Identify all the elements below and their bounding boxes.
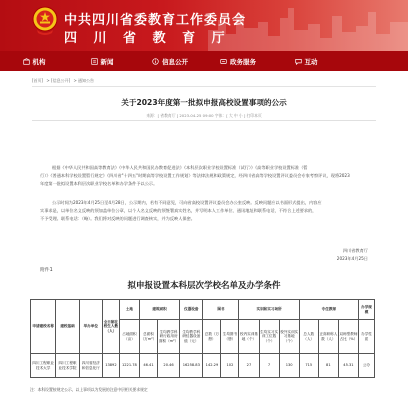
site-subtitle: 四 川 省 教 育 厅 (64, 31, 231, 46)
group-header-equipment: 仪器设备 (180, 300, 203, 320)
col-header-land-total: 占地面积（亩） (119, 320, 139, 354)
signature-date: 2023年4月25日 (336, 256, 368, 261)
nav-item-news[interactable] (68, 51, 136, 71)
cell-build-total: 46.41 (139, 354, 157, 378)
divider (32, 120, 376, 121)
breadcrumb-current: > 通知公告 (73, 78, 95, 83)
paragraph-line: 公示时间为2023年4月25日至4月28日，公示期内，若有不同意见，可向省高校设置评议委员会办公室反映。反映问题应以书面形式提出，内容应 (52, 200, 322, 205)
paragraph-line: 年度第一批拟设置本科层次职业学校名单和办学条件予以公示。 (40, 181, 158, 186)
group-header-land: 土地 (119, 300, 139, 320)
col-header-type: 办学性质 (359, 320, 375, 354)
col-header-host: 举办单位 (79, 300, 102, 354)
cell-train-per: 7 (259, 354, 279, 378)
group-header-students: 办学规模 (359, 300, 375, 320)
nav-item-info[interactable] (136, 51, 204, 71)
nav-item-interact[interactable] (272, 51, 340, 71)
nav-label: 新闻 (100, 57, 114, 66)
divider (32, 86, 376, 87)
breadcrumb-info[interactable]: > [信息公开] (46, 78, 71, 83)
col-header-equip-per: 生均教学科研仪器设备值（元） (180, 320, 203, 354)
group-header-training: 实训和实习场所 (239, 300, 299, 320)
group-header-books: 图书 (203, 300, 239, 320)
cell-name: 四川工程职业技术大学 (31, 354, 56, 378)
article-title: 关于2023年度第一批拟申报高校设置事项的公示 (121, 98, 287, 107)
table-title: 拟申报设置本科层次学校名单及办学条件 (127, 281, 281, 291)
nav-label: 信息公开 (162, 57, 188, 66)
cell-teacher-ratio: 45.31 (338, 354, 358, 378)
col-header-teacher-total: 总人数（人） (299, 320, 318, 354)
nav-item-service[interactable] (204, 51, 272, 71)
nav-label: 政务服务 (230, 57, 256, 66)
main-nav (0, 51, 408, 71)
table-note: 注：本科设置按规定公示，以上事项以为发展的注意中层相关要求规定 (30, 387, 148, 392)
article-meta: 来源：[ 省教育厅 ] 2023-04-25 09:00 字体：[ 大 中 小 ] 打印本页 (146, 113, 262, 118)
cell-basis: 四川工程职业技术学院 (56, 354, 79, 378)
school-table (30, 299, 375, 378)
paragraph-line: 根据《中华人民共和国高等教育法》《中华人民共和国民办教育促进法》《本科层次职业学校设置标准（试行）》《高等职业学校设置标准（暂 (52, 165, 308, 170)
col-header-build-per: 生均教学科研行政用房面积（m²） (157, 320, 179, 354)
paragraph-line: 不予受理。联系电话：（略）。我们将对反映的问题进行调查核实，并为反映人保密。 (40, 216, 195, 221)
paragraph-line: 行）》《普通本科学校设置暂行规定》《四川省"十四五"时期高等学校设置工作规划》等法律法规和政策规定，经四川省高等学校设置评议委员会专家考察评议，现将2023 (40, 173, 350, 178)
building-icon (23, 58, 30, 65)
group-header-teachers: 专任教师 (299, 300, 358, 320)
nav-label: 机构 (32, 57, 46, 66)
breadcrumb-home[interactable]: [首页] (32, 78, 44, 83)
cell-build-per: 20.46 (157, 354, 179, 378)
chat-icon (295, 58, 302, 65)
news-icon (91, 58, 98, 65)
service-icon (220, 58, 227, 65)
col-header-train-base: 校内实训基地（个） (239, 320, 259, 354)
cell-type: 公办 (359, 354, 375, 378)
col-header-build-total: 总面积（万m²） (139, 320, 157, 354)
cell-train-out: 130 (279, 354, 299, 378)
col-header-train-out: 校外实训实习基地（个） (279, 320, 299, 354)
nav-item-institution[interactable] (0, 51, 68, 71)
col-header-teacher-senior: 正高职称人数（人） (318, 320, 338, 354)
cell-land-total: 1221.78 (119, 354, 139, 378)
breadcrumb (32, 78, 96, 84)
col-header-enroll: 全日制在校生人数（人） (102, 300, 119, 354)
col-header-books-per: 生均图书（册） (221, 320, 239, 354)
col-header-books-total: 总数（万册） (203, 320, 221, 354)
attachment-label: 附件1 (40, 268, 53, 273)
cell-train-base: 27 (239, 354, 259, 378)
col-header-basis: 建校基础 (56, 300, 79, 354)
cell-host: 四川省经济和信息化厅 (79, 354, 102, 378)
cell-teacher-senior: 81 (318, 354, 338, 378)
cell-equip-per: 16258.83 (180, 354, 203, 378)
article-paragraph-2 (40, 199, 368, 223)
site-header (0, 0, 408, 51)
cell-teacher-total: 715 (299, 354, 318, 378)
site-title: 中共四川省委教育工作委员会 (64, 13, 247, 28)
group-header-building: 建筑面积 (139, 300, 179, 320)
cell-books-total: 142.29 (203, 354, 221, 378)
national-emblem-icon (32, 6, 58, 36)
cell-enroll: 13892 (102, 354, 119, 378)
cell-books-per: 102 (221, 354, 239, 378)
info-icon (152, 58, 159, 65)
col-header-train-per: 生均实习实训工位数（个） (259, 320, 279, 354)
signature-org: 四川省教育厅 (342, 248, 368, 253)
table-row (31, 354, 375, 378)
article-paragraph-1 (40, 164, 368, 188)
paragraph-line: 实事求是，以单位名义反映的须加盖单位公章，以个人名义反映的须签署真实姓名，并写明本人工作单位、通讯地址和联系电话，不符合上述要求的， (40, 208, 317, 213)
nav-label: 互动 (304, 57, 318, 66)
col-header-name: 申请建校名称 (31, 300, 56, 354)
col-header-teacher-ratio: 双师型教师占比（%） (338, 320, 358, 354)
